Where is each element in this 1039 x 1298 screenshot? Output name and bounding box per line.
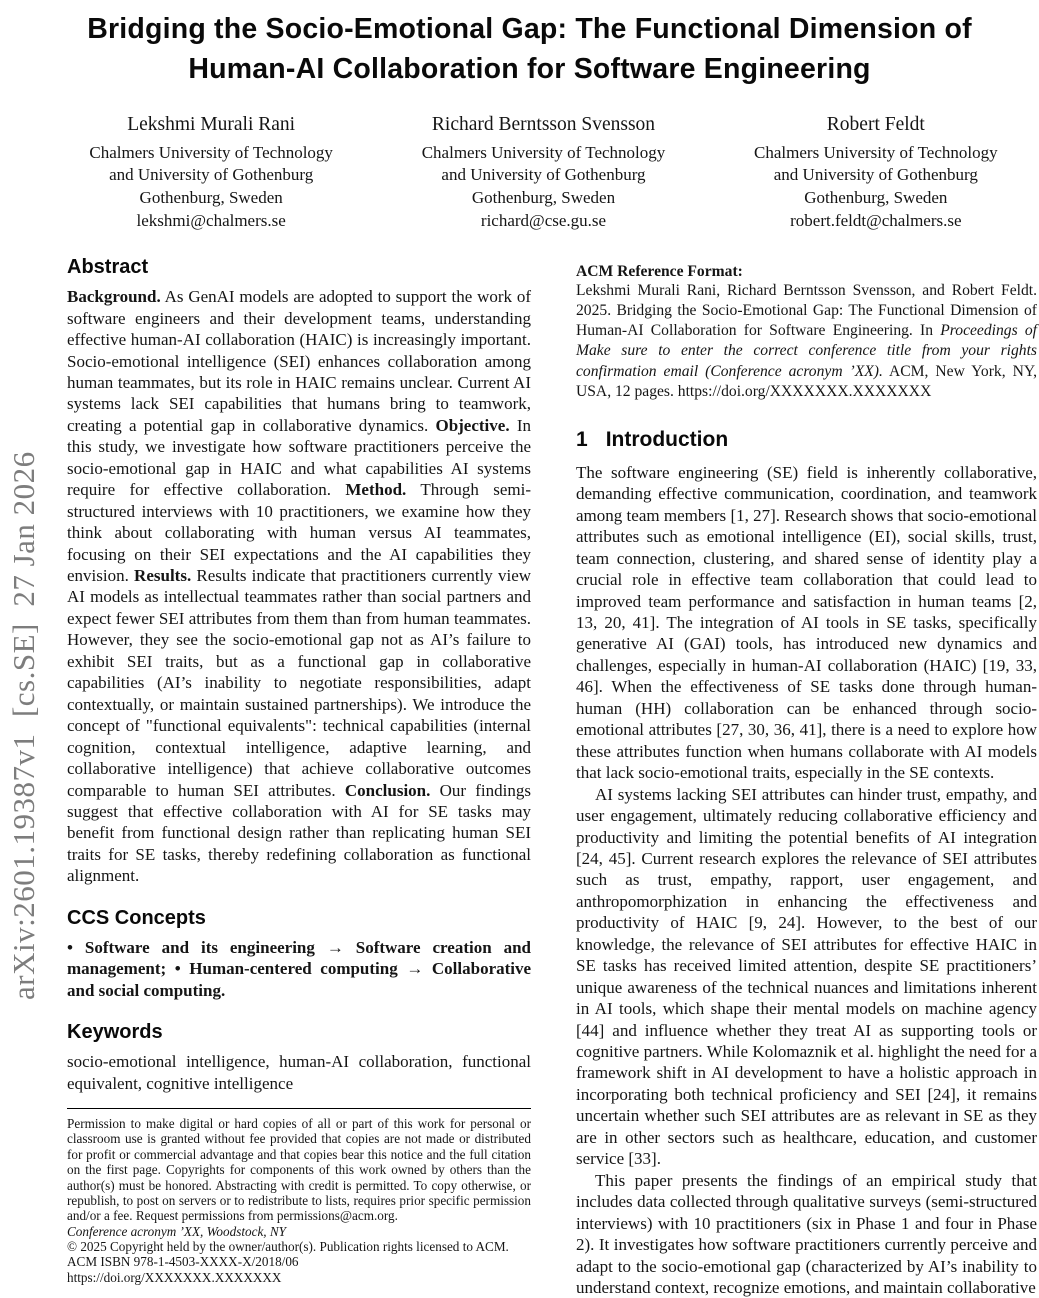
ccs-heading: CCS Concepts <box>67 906 206 929</box>
intro-paragraph-2: AI systems lacking SEI attributes can hinder trust, empathy, and user engagement, ultimately reducing collaborative efficiency and productivity and limiting the potential benefits of AI integration [24, 45]. Current research explores the relevance of SEI attributes such as trust, empathy, rapport, user engagement, and anthropomorphization in enhancing the effectiveness and productivity of HAIC [9, 24]. However, to the best of our knowledge, the relevance of SEI attributes for effective HAIC in SE tasks has received limited attention, despite SE practitioners’ unique awareness of the technical nuances and limitations inherent in AI tools, which shape their mental models on machine agency [44] and influence whether they treat AI as supporting tools or cognitive partners. While Kolomaznik et al. highlight the need for a framework shift in AI development to have a holistic approach in incorporating both technical proficiency and SEI [24], it remains uncertain whether such SEI attributes are as relevant in SE as they are in other sectors such as healthcare, education, and customer service [33]. <box>576 784 1037 1169</box>
footnote-copyright: © 2025 Copyright held by the owner/author(s). Publication rights licensed to ACM. <box>67 1239 509 1255</box>
keywords-text: socio-emotional intelligence, human-AI collaboration, functional equivalent, cognitive intelligence <box>67 1052 531 1093</box>
ccs-target-2: Collaborative and social computing <box>67 959 532 1000</box>
abstract-results: Results indicate that practitioners currently view AI models as intellectual teammates rather than social partners and expect fewer SEI attributes from them than from human teammates. However, they see the socio-emotional gap not as AI’s failure to exhibit SEI traits, but as a functional gap in collaborative capabilities (AI’s inability to negotiate responsibilities, adapt contextually, or maintain sustained partnerships). We introduce the concept of "functional equivalents": technical capabilities (internal cognition, contextual intelligence, adaptive learning, and collaborative intelligence) that achieve collaborative outcomes comparable to human SEI attributes. <box>67 566 532 800</box>
abstract-conclusion: Our findings suggest that effective collaboration with AI for SE tasks may benefit from functional design rather than replicating human SEI traits for SE tasks, thereby redefining collaboration as functional alignment. <box>67 780 531 886</box>
abstract-text <box>67 286 531 887</box>
abstract-background: As GenAI models are adopted to support the work of software engineers and their development teams, understanding effective human-AI collaboration (HAIC) is increasingly important. Socio-emotional intelligence (SEI) enhances collaboration among human teammates, but its role in HAIC remains unclear. Current AI systems lack SEI capabilities that humans bring to teamwork, creating a potential gap in collaborative dynamics. <box>67 287 532 435</box>
abstract-label-background: Background. <box>67 287 161 307</box>
author-name: Richard Berntsson Svensson <box>431 113 656 135</box>
abstract-label-method: Method. <box>345 480 407 500</box>
abstract-objective: In this study, we investigate how software practitioners perceive the socio-emotional gap in HAIC and what capabilities AI systems require for effective collaboration. <box>67 415 532 500</box>
author-location: Gothenburg, Sweden <box>804 187 948 207</box>
ccs-bullet: • <box>174 959 181 979</box>
author-affiliation: and University of Gothenburg <box>773 165 978 185</box>
abstract-label-conclusion: Conclusion. <box>344 780 431 800</box>
keywords-heading: Keywords <box>67 1021 163 1044</box>
author-name: Robert Feldt <box>826 113 925 135</box>
ccs-arrow-icon: → <box>406 959 424 979</box>
author-3 <box>723 112 1029 232</box>
ccs-separator: ; <box>160 959 167 979</box>
ccs-arrow-icon: → <box>326 937 344 957</box>
arxiv-watermark: arXiv:2601.19387v1 [cs.SE] 27 Jan 2026 <box>6 451 41 1000</box>
abstract-heading: Abstract <box>67 256 149 279</box>
ccs-bullet: • <box>67 937 73 957</box>
footnote-conference: Conference acronym ’XX, Woodstock, NY <box>67 1223 287 1239</box>
author-2 <box>390 112 696 232</box>
acm-reference-plain-1: Lekshmi Murali Rani, Richard Berntsson Svensson, and Robert Feldt. 2025. Bridging the Socio-Emotional Gap: The Functional Dimension of Human-AI Collaboration for Software Engineering. In <box>576 282 1037 340</box>
right-column <box>576 256 1037 1298</box>
abstract-label-objective: Objective. <box>435 415 510 435</box>
author-email: lekshmi@chalmers.se <box>136 210 286 230</box>
author-affiliation: Chalmers University of Technology <box>754 142 998 162</box>
footnote-isbn: ACM ISBN 978-1-4503-XXXX-X/2018/06 <box>67 1254 299 1270</box>
acm-reference-plain-2: ACM, New York, NY, USA, 12 pages. https://doi.org/XXXXXXX.XXXXXXX <box>576 362 1037 400</box>
ccs-category-2: Human-centered computing <box>189 959 398 979</box>
section-title: Introduction <box>605 427 729 451</box>
footnote-permission: Permission to make digital or hard copies of all or part of this work for personal or classroom use is granted without fee provided that copies are not made or distributed for profit or commercial advantage and that copies bear this notice and the full citation on the first page. Copyrights for components of this work owned by others than the author(s) must be honored. Abstracting with credit is permitted. To copy otherwise, or republish, to post on servers or to redistribute to lists, requires prior specific permission and/or a fee. Request permissions from permissions@acm.org. <box>67 1116 531 1224</box>
ccs-target-1: Software creation and management <box>67 937 531 979</box>
section-1-heading <box>576 428 1037 452</box>
abstract-method: Through semi-structured interviews with 10 practitioners, we examine how they think about collaborating with human versus AI teammates, focusing on their SEI expectations and the AI capabilities they envision. <box>67 480 531 586</box>
author-location: Gothenburg, Sweden <box>471 187 616 207</box>
intro-paragraph-1: The software engineering (SE) field is inherently collaborative, demanding effective communication, coordination, and teamwork among team members [1, 27]. Research shows that socio-emotional attributes such as emotional intelligence (EI), social skills, trust, team connection, clustering, and shared sense of identity play a crucial role in effective team collaboration that could lead to improved team performance and satisfaction in human teams [2, 13, 20, 41]. The integration of AI tools in SE tasks, specifically generative AI (GAI) tools, has introduced new dynamics and challenges, especially in human-AI collaboration (HAIC) [19, 33, 46]. When the effectiveness of SE tasks done through human-human (HH) collaboration can be enhanced through socio-emotional attributes [27, 30, 36, 41], there is a need to explore how these attributes function when humans collaborate with AI models that lack socio-emotional traits, especially in the SE contexts. <box>576 462 1037 783</box>
author-location: Gothenburg, Sweden <box>139 187 283 207</box>
abstract-label-results: Results. <box>134 566 192 586</box>
section-number: 1 <box>576 427 588 451</box>
ccs-separator: . <box>220 980 226 1000</box>
acm-reference-heading: ACM Reference Format: <box>576 263 743 281</box>
author-affiliation: Chalmers University of Technology <box>89 142 333 162</box>
ccs-text <box>67 937 531 1001</box>
author-block <box>58 112 1029 232</box>
author-affiliation: Chalmers University of Technology <box>421 142 666 162</box>
left-column <box>67 256 531 1298</box>
author-affiliation: and University of Gothenburg <box>441 165 646 185</box>
acm-reference-proceedings: Proceedings of Make sure to enter the correct conference title from your rights confirmation email (Conference acronym ’XX). <box>576 322 1037 380</box>
author-email: richard@cse.gu.se <box>480 210 607 230</box>
author-name: Lekshmi Murali Rani <box>127 113 296 135</box>
acm-reference-text <box>576 281 1037 402</box>
author-affiliation: and University of Gothenburg <box>109 165 314 185</box>
footnote-doi: https://doi.org/XXXXXXX.XXXXXXX <box>67 1269 282 1285</box>
ccs-category-1: Software and its engineering <box>84 937 315 957</box>
author-1 <box>58 112 364 232</box>
copyright-footnote <box>67 1108 531 1285</box>
paper-title: Bridging the Socio-Emotional Gap: The Functional Dimension of Human-AI Collaboration for Software Engineering <box>87 13 972 85</box>
author-email: robert.feldt@chalmers.se <box>790 210 962 230</box>
intro-paragraph-3: This paper presents the findings of an empirical study that includes data collected through qualitative surveys (semi-structured interviews) with 10 practitioners (six in Phase 1 and four in Phase 2). It investigates how software practitioners currently perceive and adapt to the socio-emotional gap (characterized by AI’s inability to understand context, recognize emotions, and maintain collaborative <box>576 1170 1037 1298</box>
